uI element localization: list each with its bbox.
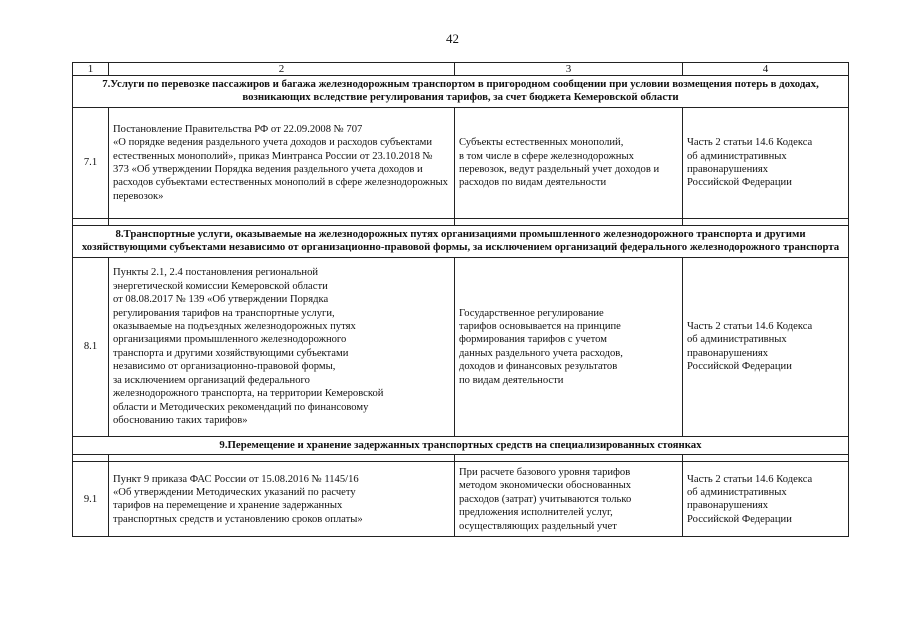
liability-cell: Часть 2 статьи 14.6 Кодекса об административных правонарушениях Российской Федерации (683, 257, 849, 436)
column-number-row (73, 63, 849, 76)
liability-cell: Часть 2 статьи 14.6 Кодекса об административных правонарушениях Российской Федерации (683, 462, 849, 537)
row-number: 7.1 (73, 107, 109, 218)
table-row (73, 462, 849, 537)
column-number-4: 4 (683, 63, 849, 76)
table-row (73, 257, 849, 436)
requirement-cell: Субъекты естественных монополий, в том числе в сфере железнодорожных перевозок, ведут раздельный учет доходов и расходов по видам деятельности (455, 107, 683, 218)
spacer-row (73, 218, 849, 225)
column-number-1: 1 (73, 63, 109, 76)
page-number: 42 (446, 31, 459, 46)
regulation-table (72, 62, 849, 537)
section-9-title: 9.Перемещение и хранение задержанных транспортных средств на специализированных стоянках (73, 436, 849, 454)
liability-cell: Часть 2 статьи 14.6 Кодекса об административных правонарушениях Российской Федерации (683, 107, 849, 218)
spacer-row (73, 455, 849, 462)
legal-act-cell: Пункт 9 приказа ФАС России от 15.08.2016 № 1145/16 «Об утверждении Методических указаний по расчету тарифов на перемещение и хранение задержанных транспортных средств и установлению сроков оплаты» (109, 462, 455, 537)
section-9-header-row (73, 436, 849, 454)
legal-act-cell: Пункты 2.1, 2.4 постановления региональной энергетической комиссии Кемеровской области от 08.08.2017 № 139 «Об утверждении Порядка регулирования тарифов на транспортные услуги, оказываемые на подъездных железнодорожных путях организациями промышленного железнодорожного транспорта и другими хозяйствующими субъектами независимо от организационно-правовой формы, за исключением организаций федерального железнодорожного транспорта, на территории Кемеровской области и Методических рекомендаций по финансовому обоснованию таких тарифов» (109, 257, 455, 436)
column-number-2: 2 (109, 63, 455, 76)
table-row (73, 107, 849, 218)
column-number-3: 3 (455, 63, 683, 76)
row-number: 9.1 (73, 462, 109, 537)
requirement-cell: Государственное регулирование тарифов основывается на принципе формирования тарифов с учетом данных раздельного учета расходов, доходов и финансовых результатов по видам деятельности (455, 257, 683, 436)
section-8-header-row (73, 225, 849, 257)
section-8-title: 8.Транспортные услуги, оказываемые на железнодорожных путях организациями промышленного железнодорожного транспорта и другими хозяйствующими субъектами независимо от организационно-правовой формы, за исключением организаций федерального железнодорожного транспорта (73, 225, 849, 257)
row-number: 8.1 (73, 257, 109, 436)
requirement-cell: При расчете базового уровня тарифов методом экономически обоснованных расходов (затрат) учитываются только предложения исполнителей услуг, осуществляющих раздельный учет (455, 462, 683, 537)
section-7-title: 7.Услуги по перевозке пассажиров и багажа железнодорожным транспортом в пригородном сообщении при условии возмещения потерь в доходах, возникающих вследствие регулирования тарифов, за счет бюджета Кемеровской области (73, 76, 849, 108)
legal-act-cell: Постановление Правительства РФ от 22.09.2008 № 707 «О порядке ведения раздельного учета доходов и расходов субъектами естественных монополий», приказ Минтранса России от 23.10.2018 № 373 «Об утверждении Порядка ведения раздельного учета доходов и расходов субъектами естественных монополий в сфере железнодорожных перевозок» (109, 107, 455, 218)
section-7-header-row (73, 76, 849, 108)
